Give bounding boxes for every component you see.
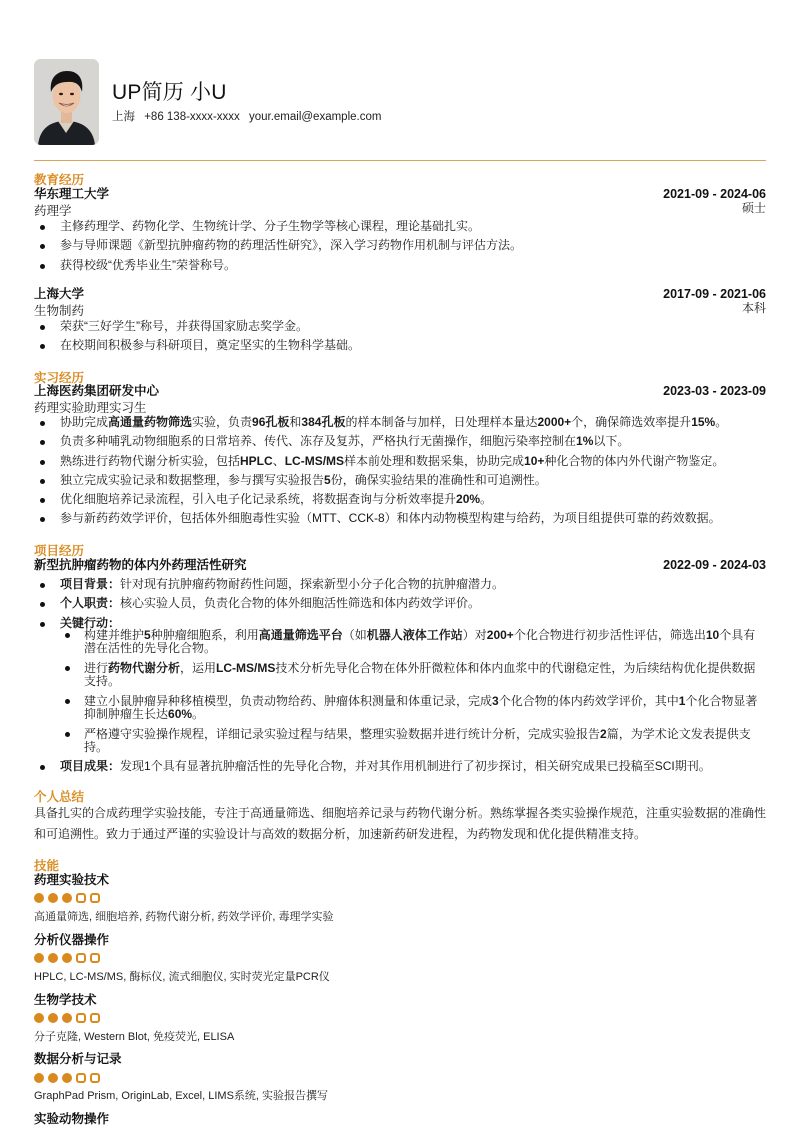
rating-dot-filled-icon	[62, 1013, 72, 1023]
list-item: 构建并维护5种肿瘤细胞系，利用高通量筛选平台（如机器人液体工作站）对200+个化合物进行初步活性评估，筛选出10个具有潜在活性的先导化合物。	[60, 629, 766, 656]
list-item: 进行药物代谢分析，运用LC-MS/MS技术分析先导化合物在体外肝微粒体和体内血浆中的代谢稳定性，为后续结构优化提供数据支持。	[60, 662, 766, 689]
location: 上海	[112, 111, 135, 123]
education-2-bullets	[34, 317, 766, 356]
skill-rating	[34, 893, 100, 903]
rating-dot-empty-icon	[90, 893, 100, 903]
rating-dot-filled-icon	[34, 953, 44, 963]
skill-name: 数据分析与记录	[34, 1052, 122, 1066]
list-item: 在校期间积极参与科研项目，奠定坚实的生物科学基础。	[34, 336, 766, 355]
project-dates: 2022-09 - 2024-03	[663, 558, 766, 572]
skill-details: GraphPad Prism, OriginLab, Excel, LIMS系统, 实验报告撰写	[34, 1090, 329, 1102]
header-divider	[34, 160, 766, 161]
candidate-name: UP简历 小U	[112, 81, 227, 104]
education-dates: 2017-09 - 2021-06	[663, 287, 766, 301]
list-item: 参与新药药效学评价，包括体外细胞毒性实验（MTT、CCK-8）和体内动物模型构建与给药，为项目组提供可靠的药效数据。	[34, 509, 766, 528]
resume-header	[34, 59, 766, 147]
section-title-internship: 实习经历	[34, 371, 85, 385]
rating-dot-empty-icon	[76, 1073, 86, 1083]
project-background: 项目背景：针对现有抗肿瘤药物耐药性问题，探索新型小分子化合物的抗肿瘤潜力。	[34, 575, 766, 594]
education-entry-1	[34, 186, 766, 220]
degree: 硕士	[741, 201, 766, 215]
skill-name: 药理实验技术	[34, 873, 110, 887]
rating-dot-empty-icon	[76, 893, 86, 903]
skill-name: 生物学技术	[34, 993, 97, 1007]
section-title-skills: 技能	[34, 859, 60, 873]
project-bullets	[34, 575, 766, 776]
list-item: 独立完成实验记录和数据整理，参与撰写实验报告5份，确保实验结果的准确性和可追溯性。	[34, 471, 766, 490]
skill-name: 实验动物操作	[34, 1112, 110, 1126]
major: 生物制药	[34, 303, 85, 318]
skill-name: 分析仪器操作	[34, 933, 110, 947]
project-actions: 关键行动： 构建并维护5种肿瘤细胞系，利用高通量筛选平台（如机器人液体工作站）对200+个化合物进行初步活性评估，筛选出10个具有潜在活性的先导化合物。 进行药物代谢分析，运用LC-MS/MS技术分析先导化合物在体外肝微粒体和体内血浆中的代谢稳定性，为后续结构优化提供数据支持。 建立小鼠肿瘤异种移植模型，负责动物给药、肿瘤体积测量和体重记录，完成3个化合物的体内药效学评价，其中1个化合物显著抑制肿瘤生长达60%。 严格遵守实验操作规程，详细记录实验过程与结果，整理实验数据并进行统计分析，完成实验报告2篇，为学术论文发表提供支持。	[34, 614, 766, 755]
list-item: 参与导师课题《新型抗肿瘤药物的药理活性研究》，深入学习药物作用机制与评估方法。	[34, 236, 766, 255]
rating-dot-filled-icon	[48, 953, 58, 963]
section-title-education: 教育经历	[34, 173, 85, 187]
company-name: 上海医药集团研发中心	[34, 384, 160, 398]
rating-dot-filled-icon	[34, 1073, 44, 1083]
internship-role: 药理实验助理实习生	[34, 400, 147, 415]
rating-dot-filled-icon	[48, 1073, 58, 1083]
list-item: 获得校级“优秀毕业生”荣誉称号。	[34, 256, 766, 275]
list-item: 主修药理学、药物化学、生物统计学、分子生物学等核心课程，理论基础扎实。	[34, 217, 766, 236]
list-item: 优化细胞培养记录流程，引入电子化记录系统，将数据查询与分析效率提升20%。	[34, 490, 766, 509]
project-result: 项目成果：发现1个具有显著抗肿瘤活性的先导化合物，并对其作用机制进行了初步探讨，相关研究成果已投稿至SCI期刊。	[34, 757, 766, 776]
skill-details: 高通量筛选, 细胞培养, 药物代谢分析, 药效学评价, 毒理学实验	[34, 911, 334, 923]
project-actions-list	[60, 629, 766, 755]
rating-dot-empty-icon	[90, 953, 100, 963]
list-item: 建立小鼠肿瘤异种移植模型，负责动物给药、肿瘤体积测量和体重记录，完成3个化合物的体内药效学评价，其中1个化合物显著抑制肿瘤生长达60%。	[60, 695, 766, 722]
degree: 本科	[741, 301, 766, 315]
rating-dot-filled-icon	[34, 893, 44, 903]
internship-bullets	[34, 413, 766, 529]
email-link[interactable]: your.email@example.com	[248, 111, 382, 123]
rating-dot-empty-icon	[76, 1013, 86, 1023]
school-name: 华东理工大学	[34, 187, 110, 201]
section-title-project: 项目经历	[34, 544, 85, 558]
list-item: 荣获“三好学生”称号，并获得国家励志奖学金。	[34, 317, 766, 336]
rating-dot-filled-icon	[62, 953, 72, 963]
summary-text: 具备扎实的合成药理学实验技能，专注于高通量筛选、细胞培养记录与药物代谢分析。熟练掌握各类实验操作规范，注重实验数据的准确性和可追溯性。致力于通过严谨的实验设计与高效的数据分析，加速新药研发进程，为药物发现和优化提供精准支持。	[34, 806, 767, 841]
list-item: 负责多种哺乳动物细胞系的日常培养、传代、冻存及复苏，严格执行无菌操作，细胞污染率控制在1%以下。	[34, 432, 766, 451]
rating-dot-empty-icon	[90, 1073, 100, 1083]
project-name: 新型抗肿瘤药物的体内外药理活性研究	[34, 558, 247, 572]
skill-details: 分子克隆, Western Blot, 免疫荧光, ELISA	[34, 1031, 235, 1043]
education-entry-2	[34, 286, 766, 320]
major: 药理学	[34, 203, 72, 218]
rating-dot-filled-icon	[62, 1073, 72, 1083]
skill-rating	[34, 1013, 100, 1023]
education-1-bullets	[34, 217, 766, 275]
section-title-summary: 个人总结	[34, 790, 85, 804]
avatar	[34, 59, 99, 145]
list-item: 协助完成高通量药物筛选实验，负责96孔板和384孔板的样本制备与加样，日处理样本量达2000+个，确保筛选效率提升15%。	[34, 413, 766, 432]
skill-rating	[34, 1073, 100, 1083]
project-entry	[34, 557, 766, 574]
rating-dot-filled-icon	[48, 893, 58, 903]
rating-dot-filled-icon	[34, 1013, 44, 1023]
contact-info	[112, 110, 387, 126]
rating-dot-empty-icon	[76, 953, 86, 963]
rating-dot-filled-icon	[48, 1013, 58, 1023]
avatar-photo-icon	[34, 59, 99, 145]
phone: +86 138-xxxx-xxxx	[144, 111, 240, 123]
internship-entry	[34, 383, 766, 417]
rating-dot-empty-icon	[90, 1013, 100, 1023]
project-role: 个人职责：核心实验人员，负责化合物的体外细胞活性筛选和体内药效学评价。	[34, 594, 766, 613]
list-item: 熟练进行药物代谢分析实验，包括HPLC、LC-MS/MS样本前处理和数据采集，协助完成10+种化合物的体内外代谢产物鉴定。	[34, 452, 766, 471]
rating-dot-filled-icon	[62, 893, 72, 903]
list-item: 严格遵守实验操作规程，详细记录实验过程与结果，整理实验数据并进行统计分析，完成实验报告2篇，为学术论文发表提供支持。	[60, 728, 766, 755]
school-name: 上海大学	[34, 287, 85, 301]
skill-details: HPLC, LC-MS/MS, 酶标仪, 流式细胞仪, 实时荧光定量PCR仪	[34, 971, 330, 983]
skill-rating	[34, 953, 100, 963]
internship-dates: 2023-03 - 2023-09	[663, 384, 766, 398]
education-dates: 2021-09 - 2024-06	[663, 187, 766, 201]
